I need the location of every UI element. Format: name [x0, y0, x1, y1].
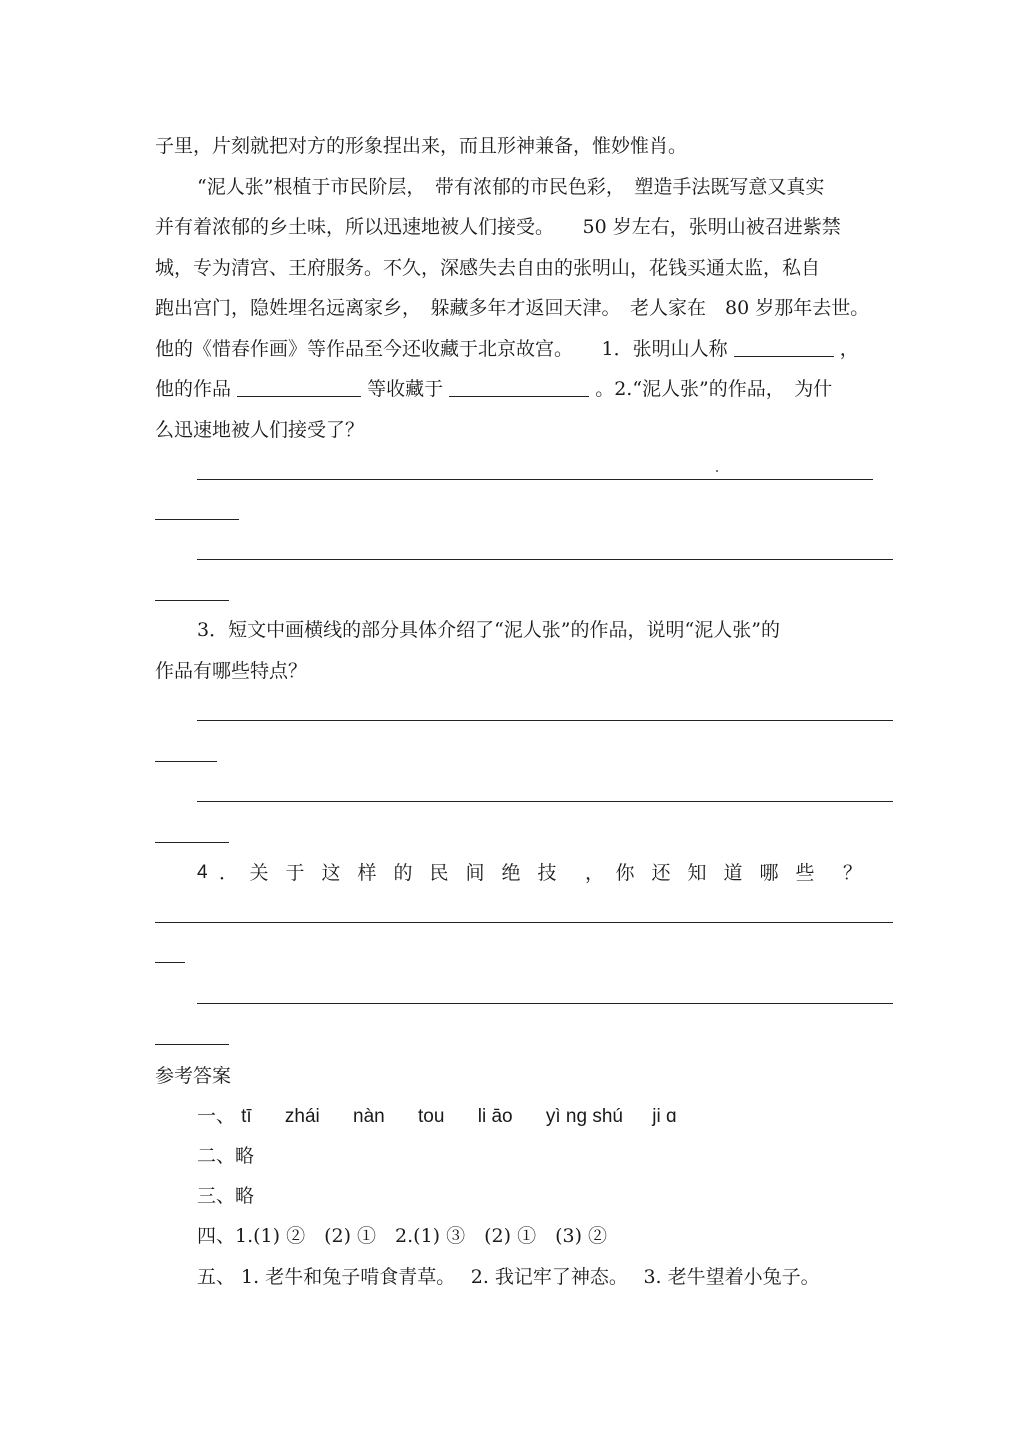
- passage-line-6: [155, 337, 859, 361]
- question-4-text: 关于这样的民间绝技: [249, 862, 574, 884]
- passage-line-2: “泥人张”根植于市民阶层， 带有浓郁的市民色彩， 塑造手法既写意又真实: [197, 176, 825, 198]
- question-4-dot: ．: [219, 862, 239, 884]
- pinyin-item: nàn: [353, 1106, 385, 1127]
- question-3-line-1: 3．短文中画横线的部分具体介绍了“泥人张”的作品，说明“泥人张”的: [197, 619, 780, 641]
- question-4-line: [197, 861, 862, 885]
- speck: [716, 470, 718, 472]
- question-4-qmark: ？: [842, 862, 862, 884]
- answer-line-q3-1[interactable]: [197, 720, 893, 721]
- answer-line-q4-1[interactable]: [155, 922, 893, 923]
- question-4-number: 4: [197, 862, 208, 883]
- answer-blank-nickname[interactable]: [734, 338, 834, 357]
- passage-line-8: 么迅速地被人们接受了？: [155, 419, 365, 441]
- passage-line-6-text: 他的《惜春作画》等作品至今还收藏于北京故宫。 1．张明山人称: [155, 338, 728, 360]
- pinyin-item: tī: [241, 1106, 252, 1127]
- answer-line-q4-1-cont[interactable]: [155, 962, 185, 963]
- question-4-comma: ，: [585, 862, 605, 884]
- answer-1-label: 一、: [197, 1105, 236, 1127]
- answer-3: 三、略: [197, 1185, 255, 1207]
- passage-line-7-b: 等收藏于: [367, 378, 444, 400]
- pinyin-item: zhái: [284, 1106, 320, 1127]
- answer-line-q4-2[interactable]: [197, 1003, 893, 1004]
- answer-blank-location[interactable]: [449, 378, 589, 397]
- passage-line-7: [155, 377, 832, 401]
- question-3-line-2: 作品有哪些特点？: [155, 660, 308, 682]
- answer-1-pinyin: [241, 1106, 677, 1127]
- question-4-text-2: 你还知道哪些: [615, 862, 832, 884]
- pinyin-item: tou: [418, 1106, 445, 1127]
- answer-line-q2-1[interactable]: [197, 479, 873, 480]
- answer-2: 二、略: [197, 1145, 255, 1167]
- passage-line-5: 跑出宫门，隐姓埋名远离家乡， 躲藏多年才返回天津。 老人家在 80 岁那年去世。: [155, 297, 870, 319]
- pinyin-item: li āo: [477, 1106, 513, 1127]
- passage-line-4: 城，专为清宫、王府服务。不久，深感失去自由的张明山，花钱买通太监，私自: [155, 257, 821, 279]
- answer-1: [197, 1104, 677, 1129]
- passage-line-1: 子里，片刻就把对方的形象捏出来，而且形神兼备，惟妙惟肖。: [155, 135, 688, 157]
- passage-line-6-end: ，: [839, 338, 859, 360]
- passage-line-7-c: 。2.“泥人张”的作品， 为什: [595, 378, 833, 400]
- answer-line-q2-2-cont[interactable]: [155, 600, 229, 601]
- passage-line-3: 并有着浓郁的乡土味，所以迅速地被人们接受。 50 岁左右，张明山被召进紫禁: [155, 216, 841, 238]
- answer-line-q3-1-cont[interactable]: [155, 761, 217, 762]
- answer-line-q3-2-cont[interactable]: [155, 842, 229, 843]
- passage-line-7-a: 他的作品: [155, 378, 232, 400]
- answer-line-q2-1-cont[interactable]: [155, 519, 239, 520]
- answer-line-q2-2[interactable]: [197, 559, 893, 560]
- answer-4: 四、1.(1) ② (2) ① 2.(1) ③ (2) ① (3) ②: [197, 1225, 608, 1247]
- answer-5: 五、 1. 老牛和兔子啃食青草。 2. 我记牢了神态。 3. 老牛望着小兔子。: [197, 1266, 820, 1288]
- answer-blank-works[interactable]: [237, 378, 361, 397]
- pinyin-item: yì nɡ shú: [545, 1106, 623, 1127]
- answer-line-q4-2-cont[interactable]: [155, 1044, 229, 1045]
- pinyin-item: ji ɑ: [652, 1106, 677, 1127]
- answer-line-q3-2[interactable]: [197, 801, 893, 802]
- answers-heading: 参考答案: [155, 1065, 232, 1087]
